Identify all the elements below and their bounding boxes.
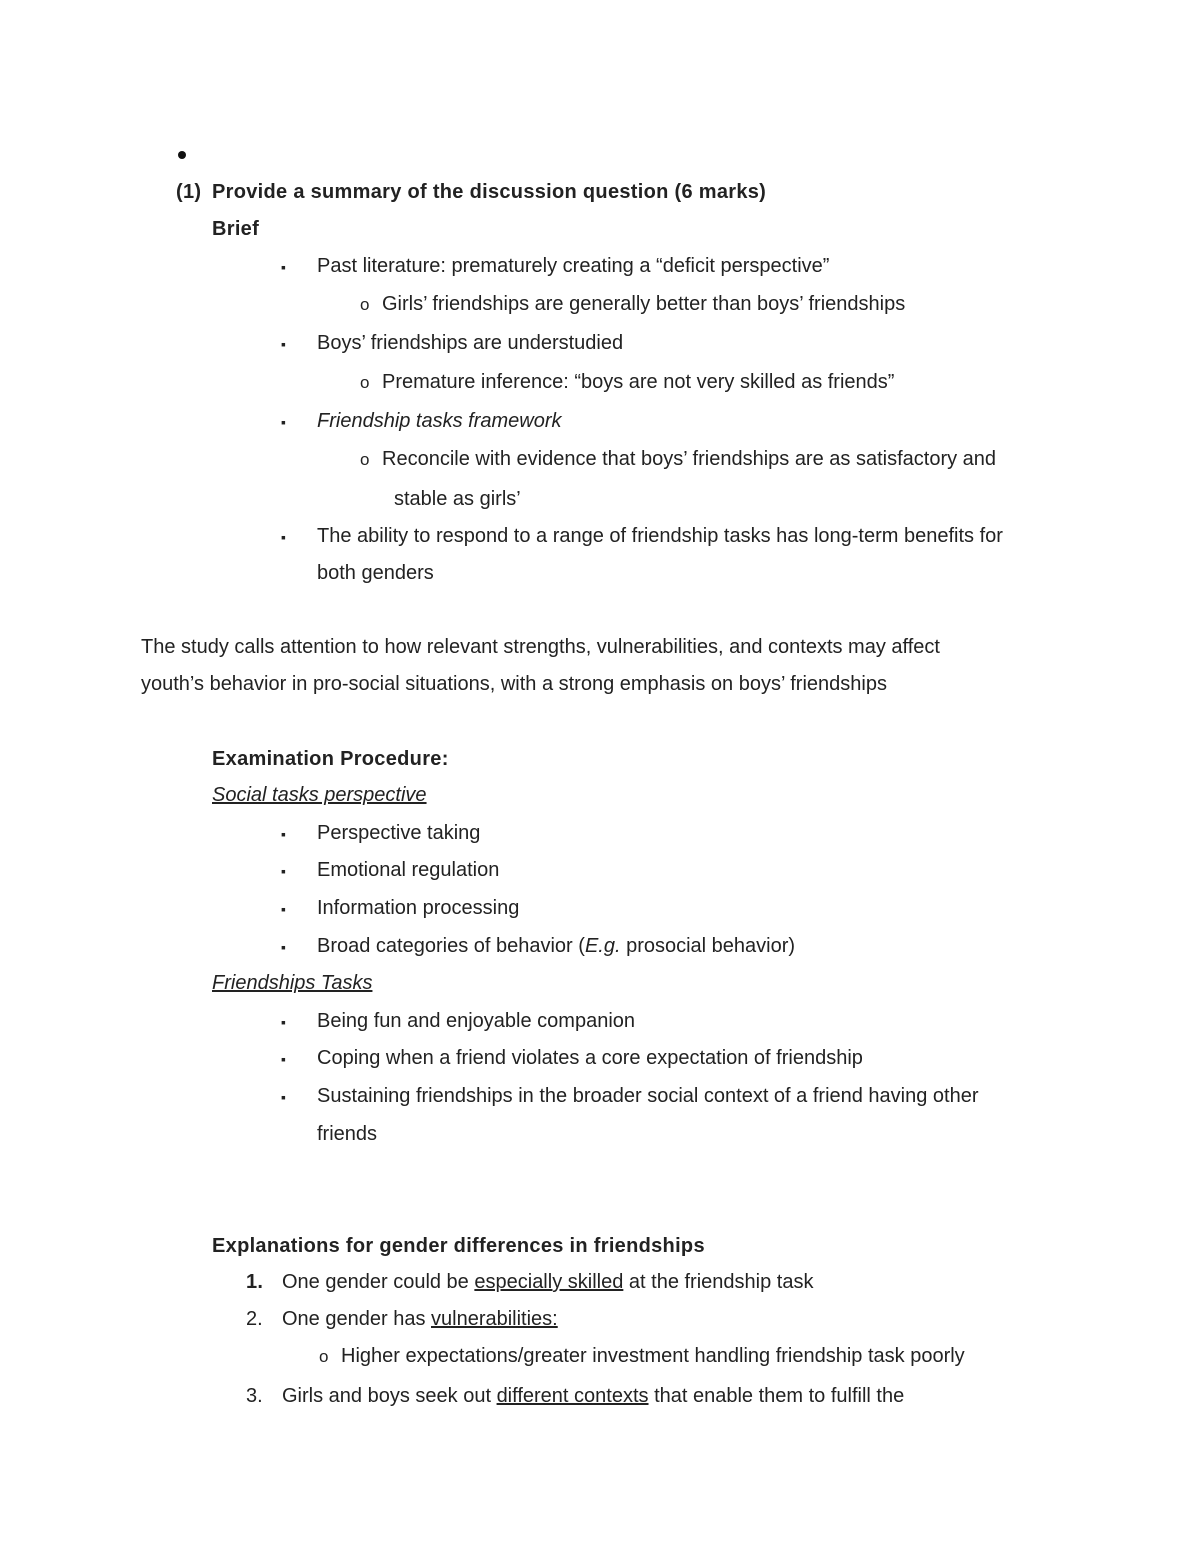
list-number: 3. — [246, 1385, 263, 1407]
explanation-item — [282, 1384, 904, 1408]
brief-item: Boys’ friendships are understudied — [317, 332, 624, 354]
bullet-icon: ▪ — [281, 863, 286, 879]
brief-heading: Brief — [212, 218, 260, 240]
paragraph-line: youth’s behavior in pro-social situations, with a strong emphasis on boys’ friendships — [141, 673, 887, 695]
bullet-icon: ▪ — [281, 529, 286, 545]
brief-subitem: Premature inference: “boys are not very skilled as friends” — [382, 371, 895, 393]
bullet-icon: ▪ — [281, 336, 286, 352]
brief-item: The ability to respond to a range of friendship tasks has long-term benefits for — [317, 525, 1003, 547]
brief-item: Past literature: prematurely creating a “deficit perspective” — [317, 255, 830, 277]
bullet-icon: ▪ — [281, 901, 286, 917]
friend-item: Being fun and enjoyable companion — [317, 1010, 636, 1032]
item-text: that enable them to fulfill the — [648, 1385, 905, 1407]
broad-eg: E.g. — [584, 935, 621, 957]
item-text: One gender could be — [282, 1271, 475, 1293]
list-number: 2. — [246, 1308, 263, 1330]
friend-item: Sustaining friendships in the broader social context of a friend having other — [317, 1085, 979, 1107]
bullet-icon: ▪ — [281, 1014, 286, 1030]
social-item — [317, 934, 795, 958]
sub-bullet-icon: o — [360, 373, 370, 392]
social-item: Information processing — [317, 897, 520, 919]
list-number: 1. — [246, 1271, 264, 1293]
bullet-icon: ▪ — [281, 1089, 286, 1105]
top-bullet-dot — [178, 151, 186, 159]
brief-subitem-cont: stable as girls’ — [394, 488, 521, 510]
item-underlined: especially skilled — [474, 1271, 624, 1293]
friend-item-cont: friends — [317, 1123, 378, 1145]
brief-item: Friendship tasks framework — [317, 410, 562, 432]
social-tasks-heading: Social tasks perspective — [212, 784, 427, 806]
brief-subitem: Girls’ friendships are generally better than boys’ friendships — [382, 293, 906, 315]
item-text: at the friendship task — [623, 1271, 814, 1293]
question-number: (1) — [176, 181, 202, 203]
broad-before: Broad categories of behavior ( — [317, 935, 585, 957]
sub-bullet-icon: o — [319, 1347, 329, 1366]
friend-item: Coping when a friend violates a core expectation of friendship — [317, 1047, 863, 1069]
brief-subitem: Reconcile with evidence that boys’ friendships are as satisfactory and — [382, 448, 997, 470]
explanation-item — [282, 1307, 558, 1331]
bullet-icon: ▪ — [281, 939, 286, 955]
bullet-icon: ▪ — [281, 826, 286, 842]
explanations-heading: Explanations for gender differences in friendships — [212, 1235, 705, 1257]
bullet-icon: ▪ — [281, 414, 286, 430]
brief-item-cont: both genders — [317, 562, 434, 584]
bullet-icon: ▪ — [281, 259, 286, 275]
explanation-item — [282, 1270, 813, 1294]
item-underlined: different contexts — [496, 1385, 649, 1407]
item-underlined: vulnerabilities: — [431, 1308, 558, 1330]
exam-heading: Examination Procedure: — [212, 748, 449, 770]
broad-after: prosocial behavior) — [620, 935, 796, 957]
social-item: Perspective taking — [317, 822, 481, 844]
paragraph-line: The study calls attention to how relevant strengths, vulnerabilities, and contexts may affect — [141, 636, 940, 658]
item-text: Girls and boys seek out — [282, 1385, 497, 1407]
sub-bullet-icon: o — [360, 295, 370, 314]
item-text: One gender has — [282, 1308, 431, 1330]
explanation-subitem: Higher expectations/greater investment handling friendship task poorly — [341, 1345, 965, 1367]
social-item: Emotional regulation — [317, 859, 500, 881]
bullet-icon: ▪ — [281, 1051, 286, 1067]
sub-bullet-icon: o — [360, 450, 370, 469]
question-title: Provide a summary of the discussion question (6 marks) — [212, 181, 767, 203]
friendship-tasks-heading: Friendships Tasks — [212, 972, 373, 994]
